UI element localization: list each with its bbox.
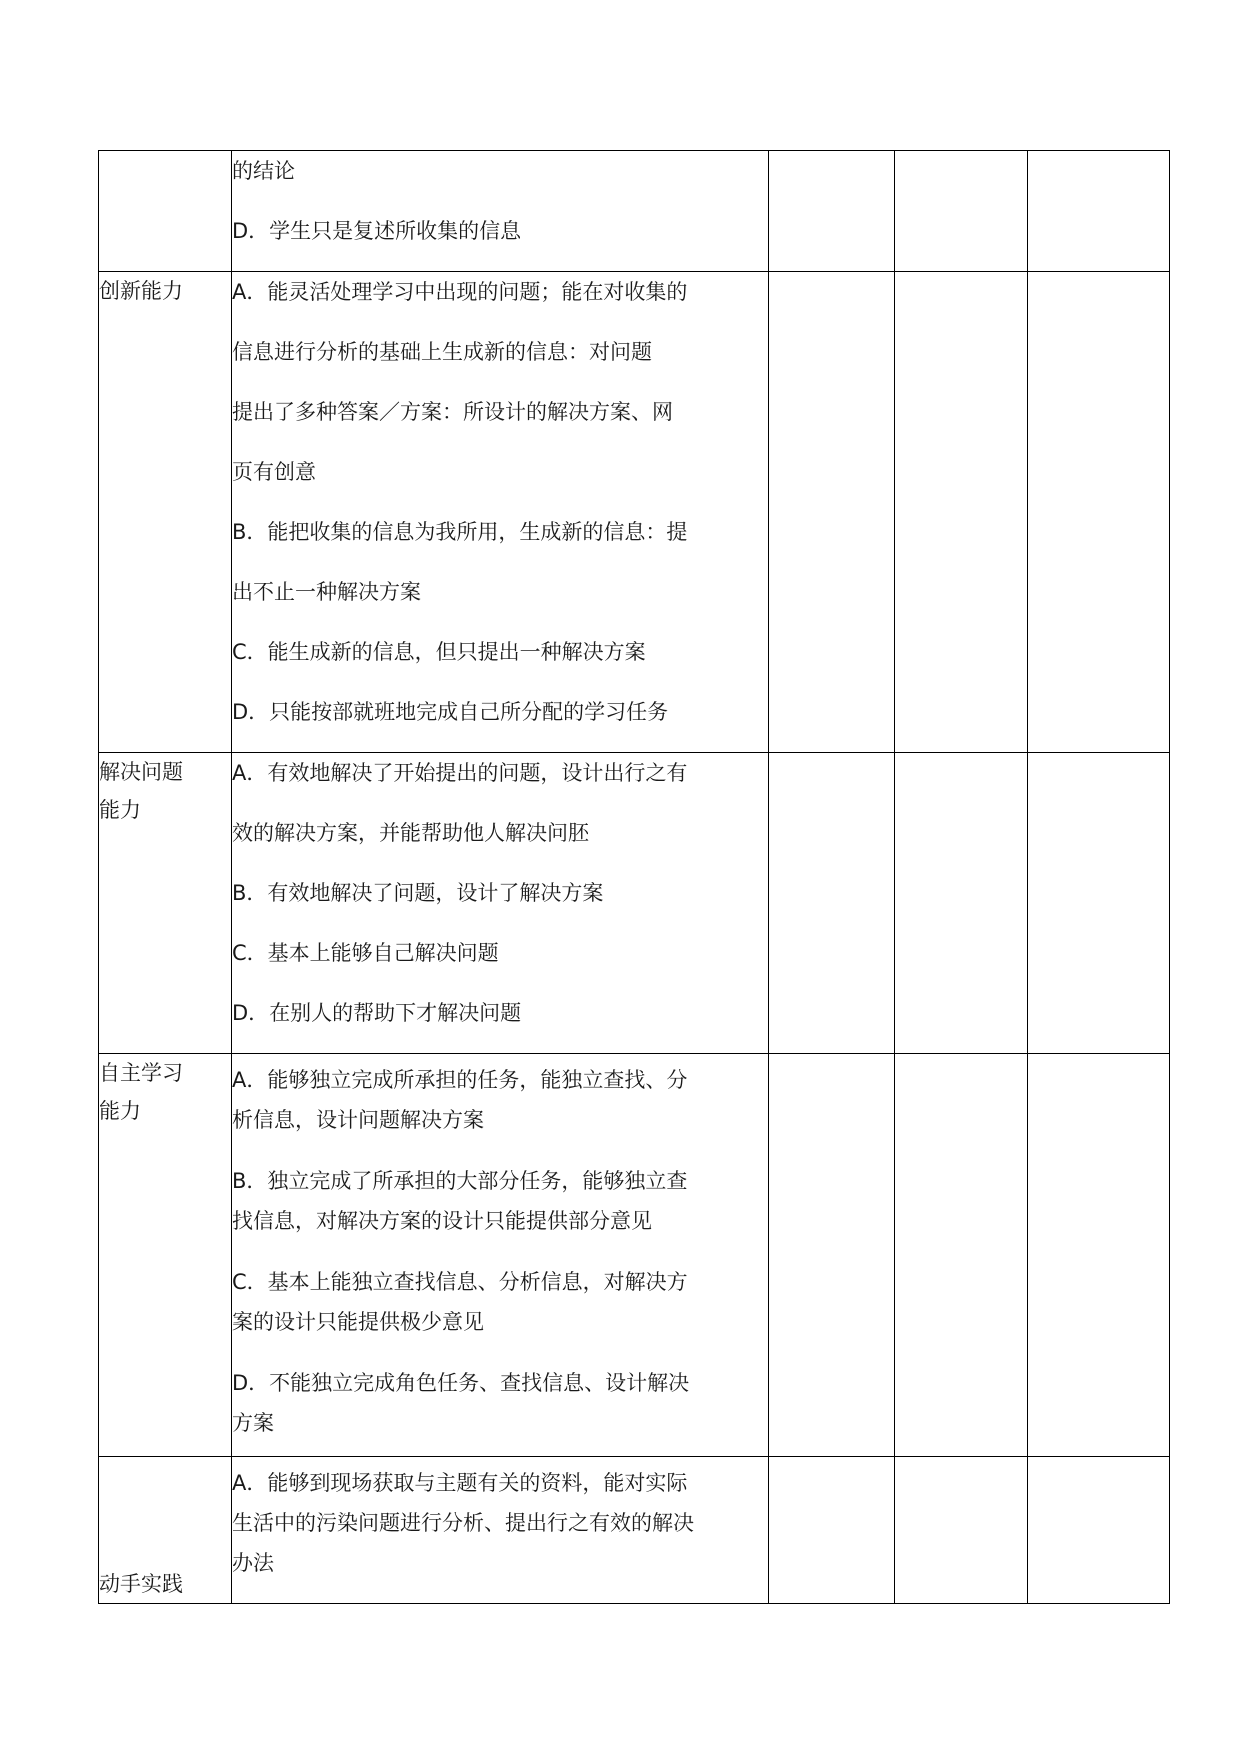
score-cell[interactable] — [769, 1457, 895, 1604]
table-row — [99, 1457, 1170, 1604]
category-cell — [99, 272, 232, 753]
criteria-line: 信息进行分析的基础上生成新的信息：对问题 — [232, 340, 652, 364]
criteria-line: C．基本上能够自己解决问题 — [232, 941, 499, 965]
criteria-line: 页有创意 — [232, 460, 316, 484]
criteria-cell — [232, 1457, 769, 1604]
score-cell[interactable] — [1028, 272, 1170, 753]
criteria-line: 提出了多种答案／方案：所设计的解决方案、网 — [232, 400, 673, 424]
criteria-line: B．能把收集的信息为我所用，生成新的信息：提 — [232, 520, 688, 544]
criteria-line: 的结论 — [232, 159, 295, 183]
criteria-line: 出不止一种解决方案 — [232, 580, 421, 604]
category-label: 能力 — [99, 1099, 141, 1123]
score-cell[interactable] — [769, 272, 895, 753]
category-cell — [99, 753, 232, 1054]
criteria-cell — [232, 753, 769, 1054]
criteria-cell — [232, 272, 769, 753]
criteria-line: 办法 — [232, 1551, 274, 1575]
criteria-line: A．有效地解决了开始提出的问题，设计出行之有 — [232, 761, 688, 785]
table-row — [99, 151, 1170, 272]
criteria-line: A．能够到现场获取与主题有关的资料，能对实际 — [232, 1471, 688, 1495]
criteria-line: B．独立完成了所承担的大部分任务，能够独立查 — [232, 1169, 688, 1193]
criteria-line: D．在别人的帮助下才解决问题 — [232, 1001, 522, 1025]
score-cell[interactable] — [895, 1457, 1028, 1604]
category-cell — [99, 151, 232, 272]
criteria-line: 找信息，对解决方案的设计只能提供部分意见 — [232, 1209, 652, 1233]
criteria-cell — [232, 1054, 769, 1457]
category-label: 创新能力 — [99, 279, 183, 303]
score-cell[interactable] — [1028, 1457, 1170, 1604]
criteria-line: C．能生成新的信息，但只提出一种解决方案 — [232, 640, 646, 664]
category-cell — [99, 1457, 232, 1604]
criteria-line: 效的解决方案，并能帮助他人解决问胚 — [232, 821, 589, 845]
criteria-line: 方案 — [232, 1411, 274, 1435]
criteria-line: C．基本上能独立查找信息、分析信息，对解决方 — [232, 1270, 688, 1294]
table-row — [99, 272, 1170, 753]
score-cell[interactable] — [895, 1054, 1028, 1457]
criteria-line: B．有效地解决了问题，设计了解决方案 — [232, 881, 604, 905]
criteria-paragraph — [232, 1463, 768, 1583]
criteria-paragraph — [232, 1363, 768, 1443]
criteria-line: D．学生只是复述所收集的信息 — [232, 219, 522, 243]
criteria-line: 案的设计只能提供极少意见 — [232, 1310, 484, 1334]
criteria-line: 生活中的污染问题进行分析、提出行之有效的解决 — [232, 1511, 694, 1535]
criteria-paragraph — [232, 1161, 768, 1241]
criteria-line: A．能够独立完成所承担的任务，能独立查找、分 — [232, 1068, 688, 1092]
category-cell — [99, 1054, 232, 1457]
score-cell[interactable] — [769, 753, 895, 1054]
criteria-line: 析信息，设计问题解决方案 — [232, 1108, 484, 1132]
criteria-line: D．只能按部就班地完成自己所分配的学习任务 — [232, 700, 669, 724]
score-cell[interactable] — [769, 151, 895, 272]
criteria-paragraph — [232, 1060, 768, 1140]
category-label: 解决问题 — [99, 760, 183, 784]
category-label: 动手实践 — [99, 1572, 183, 1596]
criteria-line: A．能灵活处理学习中出现的问题；能在对收集的 — [232, 280, 688, 304]
score-cell[interactable] — [769, 1054, 895, 1457]
criteria-cell — [232, 151, 769, 272]
score-cell[interactable] — [895, 753, 1028, 1054]
category-label: 能力 — [99, 798, 141, 822]
evaluation-rubric-table — [98, 150, 1170, 1604]
score-cell[interactable] — [1028, 1054, 1170, 1457]
score-cell[interactable] — [895, 151, 1028, 272]
criteria-paragraph — [232, 1262, 768, 1342]
table-row — [99, 1054, 1170, 1457]
table-row — [99, 753, 1170, 1054]
score-cell[interactable] — [1028, 753, 1170, 1054]
score-cell[interactable] — [1028, 151, 1170, 272]
category-label: 自主学习 — [99, 1061, 183, 1085]
criteria-line: D．不能独立完成角色任务、查找信息、设计解决 — [232, 1371, 690, 1395]
score-cell[interactable] — [895, 272, 1028, 753]
